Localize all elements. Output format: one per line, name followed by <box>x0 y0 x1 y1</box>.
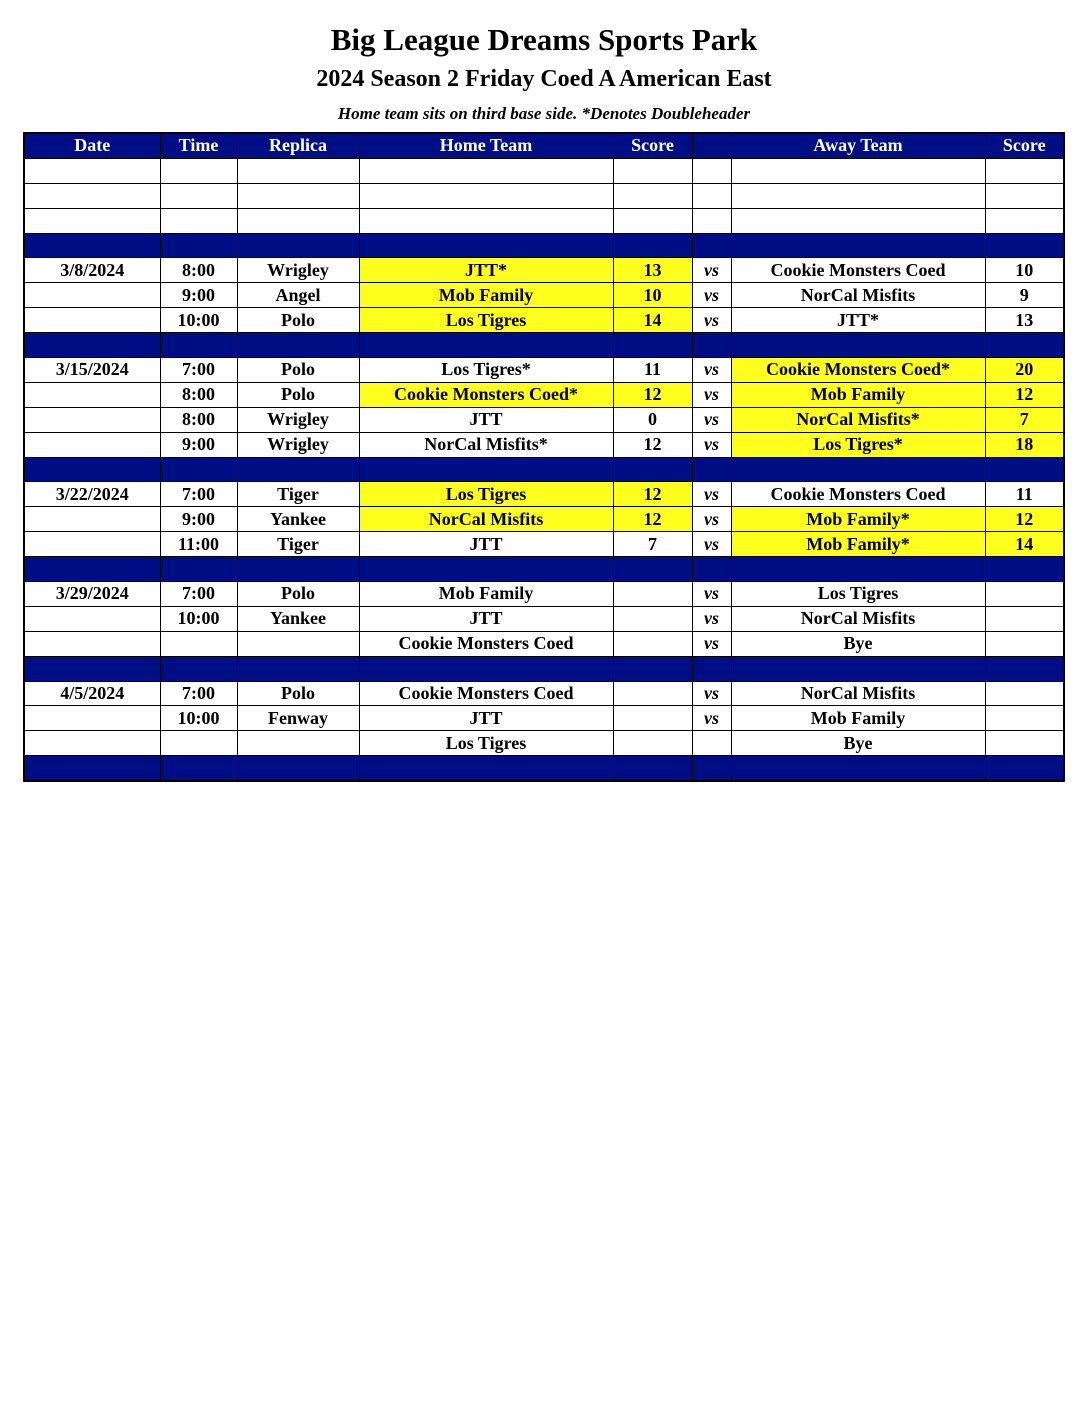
away-score-cell <box>985 681 1064 706</box>
vs-cell: vs <box>692 582 731 607</box>
time-cell: 8:00 <box>160 382 237 407</box>
date-cell <box>24 333 160 358</box>
home-team-cell <box>359 158 613 183</box>
away-score-cell: 7 <box>985 407 1064 432</box>
date-cell: 3/15/2024 <box>24 358 160 383</box>
home-team-cell <box>359 333 613 358</box>
home-score-cell: 13 <box>613 258 692 283</box>
date-cell <box>24 283 160 308</box>
home-score-cell <box>613 706 692 731</box>
vs-cell: vs <box>692 606 731 631</box>
away-team-cell: Los Tigres* <box>731 432 985 457</box>
home-score-cell: 0 <box>613 407 692 432</box>
home-team-cell: Cookie Monsters Coed* <box>359 382 613 407</box>
game-row <box>24 283 1064 308</box>
week-separator-row <box>24 656 1064 681</box>
away-score-cell: 12 <box>985 507 1064 532</box>
week-separator-row <box>24 457 1064 482</box>
home-team-cell: Los Tigres* <box>359 358 613 383</box>
time-cell <box>160 656 237 681</box>
away-score-cell <box>985 706 1064 731</box>
replica-cell: Polo <box>237 382 359 407</box>
away-team-cell <box>731 158 985 183</box>
game-row <box>24 258 1064 283</box>
home-team-cell <box>359 183 613 208</box>
blank-row <box>24 208 1064 233</box>
page-subtitle: 2024 Season 2 Friday Coed A American East <box>316 66 772 92</box>
replica-cell: Wrigley <box>237 432 359 457</box>
game-row <box>24 482 1064 507</box>
home-team-cell: JTT <box>359 407 613 432</box>
away-team-cell: NorCal Misfits <box>731 283 985 308</box>
header-row <box>24 133 1064 158</box>
home-score-cell: 14 <box>613 308 692 333</box>
date-cell <box>24 507 160 532</box>
date-cell <box>24 656 160 681</box>
away-score-cell: 11 <box>985 482 1064 507</box>
col-header-away-score: Score <box>985 133 1064 158</box>
home-score-cell <box>613 606 692 631</box>
vs-cell: vs <box>692 507 731 532</box>
home-score-cell <box>613 681 692 706</box>
replica-cell: Yankee <box>237 507 359 532</box>
home-score-cell <box>613 208 692 233</box>
home-score-cell: 12 <box>613 482 692 507</box>
away-team-cell: NorCal Misfits <box>731 681 985 706</box>
week-separator-row <box>24 557 1064 582</box>
game-row <box>24 507 1064 532</box>
away-score-cell <box>985 457 1064 482</box>
away-score-cell <box>985 656 1064 681</box>
replica-cell: Yankee <box>237 606 359 631</box>
replica-cell: Fenway <box>237 706 359 731</box>
time-cell <box>160 756 237 781</box>
vs-cell: vs <box>692 283 731 308</box>
time-cell: 9:00 <box>160 432 237 457</box>
home-team-cell <box>359 756 613 781</box>
away-score-cell <box>985 208 1064 233</box>
away-score-cell: 20 <box>985 358 1064 383</box>
date-cell: 3/22/2024 <box>24 482 160 507</box>
time-cell: 8:00 <box>160 407 237 432</box>
col-header-date: Date <box>24 133 160 158</box>
vs-cell <box>692 183 731 208</box>
game-row <box>24 532 1064 557</box>
away-score-cell <box>985 631 1064 656</box>
date-cell <box>24 706 160 731</box>
away-team-cell: Mob Family* <box>731 507 985 532</box>
replica-cell: Angel <box>237 283 359 308</box>
away-team-cell: JTT* <box>731 308 985 333</box>
home-score-cell: 12 <box>613 507 692 532</box>
time-cell: 7:00 <box>160 582 237 607</box>
vs-cell: vs <box>692 482 731 507</box>
home-team-cell <box>359 557 613 582</box>
home-team-cell: Los Tigres <box>359 308 613 333</box>
page-title: Big League Dreams Sports Park <box>330 22 758 57</box>
time-cell: 7:00 <box>160 358 237 383</box>
home-team-cell: Cookie Monsters Coed <box>359 631 613 656</box>
away-team-cell: Mob Family <box>731 706 985 731</box>
replica-cell: Wrigley <box>237 258 359 283</box>
vs-cell <box>692 457 731 482</box>
game-row <box>24 731 1064 756</box>
replica-cell: Polo <box>237 308 359 333</box>
away-score-cell <box>985 731 1064 756</box>
time-cell: 9:00 <box>160 283 237 308</box>
week-separator-row <box>24 756 1064 781</box>
away-score-cell <box>985 557 1064 582</box>
schedule-body <box>24 158 1064 781</box>
game-row <box>24 582 1064 607</box>
home-team-cell: Cookie Monsters Coed <box>359 681 613 706</box>
away-team-cell: NorCal Misfits* <box>731 407 985 432</box>
time-cell <box>160 457 237 482</box>
home-score-cell: 12 <box>613 432 692 457</box>
home-team-cell: Mob Family <box>359 283 613 308</box>
away-score-cell <box>985 158 1064 183</box>
home-score-cell <box>613 756 692 781</box>
away-team-cell: Mob Family <box>731 382 985 407</box>
time-cell: 9:00 <box>160 507 237 532</box>
vs-cell: vs <box>692 631 731 656</box>
replica-cell <box>237 158 359 183</box>
home-team-cell: JTT <box>359 706 613 731</box>
away-team-cell <box>731 183 985 208</box>
week-separator-row <box>24 233 1064 258</box>
home-score-cell <box>613 183 692 208</box>
away-score-cell: 13 <box>985 308 1064 333</box>
away-score-cell <box>985 756 1064 781</box>
schedule-table <box>23 132 1065 782</box>
home-score-cell <box>613 582 692 607</box>
away-team-cell: NorCal Misfits <box>731 606 985 631</box>
away-score-cell: 18 <box>985 432 1064 457</box>
time-cell: 7:00 <box>160 681 237 706</box>
time-cell <box>160 333 237 358</box>
col-header-vs <box>692 133 731 158</box>
away-score-cell <box>985 183 1064 208</box>
time-cell: 10:00 <box>160 606 237 631</box>
date-cell <box>24 183 160 208</box>
away-team-cell: Bye <box>731 731 985 756</box>
replica-cell <box>237 557 359 582</box>
away-team-cell: Cookie Monsters Coed <box>731 258 985 283</box>
time-cell: 8:00 <box>160 258 237 283</box>
home-score-cell: 11 <box>613 358 692 383</box>
vs-cell <box>692 731 731 756</box>
home-score-cell <box>613 158 692 183</box>
away-team-cell <box>731 756 985 781</box>
away-score-cell: 9 <box>985 283 1064 308</box>
game-row <box>24 358 1064 383</box>
date-cell <box>24 457 160 482</box>
away-team-cell: Bye <box>731 631 985 656</box>
home-team-cell: Los Tigres <box>359 482 613 507</box>
game-row <box>24 606 1064 631</box>
replica-cell: Polo <box>237 681 359 706</box>
vs-cell: vs <box>692 407 731 432</box>
game-row <box>24 308 1064 333</box>
vs-cell: vs <box>692 382 731 407</box>
date-cell <box>24 208 160 233</box>
home-score-cell <box>613 457 692 482</box>
col-header-home-score: Score <box>613 133 692 158</box>
game-row <box>24 706 1064 731</box>
date-cell <box>24 308 160 333</box>
vs-cell: vs <box>692 432 731 457</box>
home-team-cell: Mob Family <box>359 582 613 607</box>
replica-cell <box>237 183 359 208</box>
home-score-cell <box>613 731 692 756</box>
replica-cell: Polo <box>237 582 359 607</box>
home-score-cell <box>613 233 692 258</box>
col-header-replica: Replica <box>237 133 359 158</box>
away-team-cell <box>731 457 985 482</box>
date-cell <box>24 407 160 432</box>
replica-cell: Tiger <box>237 532 359 557</box>
home-team-cell <box>359 457 613 482</box>
vs-cell <box>692 333 731 358</box>
away-team-cell <box>731 656 985 681</box>
time-cell <box>160 158 237 183</box>
away-team-cell: Cookie Monsters Coed <box>731 482 985 507</box>
vs-cell: vs <box>692 358 731 383</box>
date-cell <box>24 731 160 756</box>
vs-cell <box>692 233 731 258</box>
blank-row <box>24 158 1064 183</box>
home-team-cell: JTT <box>359 606 613 631</box>
time-cell <box>160 731 237 756</box>
home-score-cell: 12 <box>613 382 692 407</box>
home-team-cell: JTT <box>359 532 613 557</box>
vs-cell <box>692 557 731 582</box>
replica-cell <box>237 457 359 482</box>
game-row <box>24 407 1064 432</box>
vs-cell: vs <box>692 308 731 333</box>
game-row <box>24 382 1064 407</box>
away-score-cell <box>985 582 1064 607</box>
date-cell: 3/29/2024 <box>24 582 160 607</box>
date-cell: 3/8/2024 <box>24 258 160 283</box>
away-score-cell <box>985 333 1064 358</box>
vs-cell <box>692 656 731 681</box>
vs-cell: vs <box>692 532 731 557</box>
replica-cell: Wrigley <box>237 407 359 432</box>
game-row <box>24 631 1064 656</box>
replica-cell <box>237 731 359 756</box>
home-score-cell <box>613 631 692 656</box>
replica-cell: Tiger <box>237 482 359 507</box>
time-cell: 7:00 <box>160 482 237 507</box>
vs-cell: vs <box>692 258 731 283</box>
replica-cell: Polo <box>237 358 359 383</box>
col-header-time: Time <box>160 133 237 158</box>
week-separator-row <box>24 333 1064 358</box>
away-team-cell <box>731 208 985 233</box>
replica-cell <box>237 233 359 258</box>
game-row <box>24 681 1064 706</box>
home-team-cell: NorCal Misfits <box>359 507 613 532</box>
home-team-cell <box>359 656 613 681</box>
home-team-cell: NorCal Misfits* <box>359 432 613 457</box>
vs-cell: vs <box>692 681 731 706</box>
date-cell <box>24 631 160 656</box>
away-team-cell <box>731 557 985 582</box>
replica-cell <box>237 656 359 681</box>
vs-cell: vs <box>692 706 731 731</box>
away-team-cell: Los Tigres <box>731 582 985 607</box>
home-score-cell: 10 <box>613 283 692 308</box>
replica-cell <box>237 333 359 358</box>
time-cell <box>160 631 237 656</box>
replica-cell <box>237 756 359 781</box>
away-score-cell <box>985 233 1064 258</box>
vs-cell <box>692 756 731 781</box>
home-team-cell <box>359 208 613 233</box>
away-score-cell: 10 <box>985 258 1064 283</box>
col-header-away-team: Away Team <box>731 133 985 158</box>
home-score-cell: 7 <box>613 532 692 557</box>
date-cell <box>24 557 160 582</box>
date-cell <box>24 756 160 781</box>
home-score-cell <box>613 333 692 358</box>
game-row <box>24 432 1064 457</box>
away-team-cell <box>731 333 985 358</box>
blank-row <box>24 183 1064 208</box>
home-team-cell: Los Tigres <box>359 731 613 756</box>
away-score-cell: 12 <box>985 382 1064 407</box>
date-cell <box>24 382 160 407</box>
date-cell <box>24 158 160 183</box>
time-cell: 10:00 <box>160 706 237 731</box>
time-cell: 10:00 <box>160 308 237 333</box>
home-score-cell <box>613 557 692 582</box>
vs-cell <box>692 208 731 233</box>
doubleheader-note: Home team sits on third base side. *Denotes Doubleheader <box>337 104 751 123</box>
away-team-cell <box>731 233 985 258</box>
vs-cell <box>692 158 731 183</box>
replica-cell <box>237 208 359 233</box>
home-team-cell <box>359 233 613 258</box>
away-score-cell: 14 <box>985 532 1064 557</box>
date-cell <box>24 233 160 258</box>
time-cell <box>160 233 237 258</box>
away-score-cell <box>985 606 1064 631</box>
away-team-cell: Cookie Monsters Coed* <box>731 358 985 383</box>
replica-cell <box>237 631 359 656</box>
time-cell <box>160 208 237 233</box>
date-cell <box>24 432 160 457</box>
date-cell <box>24 606 160 631</box>
col-header-home-team: Home Team <box>359 133 613 158</box>
time-cell: 11:00 <box>160 532 237 557</box>
date-cell <box>24 532 160 557</box>
home-score-cell <box>613 656 692 681</box>
time-cell <box>160 557 237 582</box>
time-cell <box>160 183 237 208</box>
date-cell: 4/5/2024 <box>24 681 160 706</box>
away-team-cell: Mob Family* <box>731 532 985 557</box>
home-team-cell: JTT* <box>359 258 613 283</box>
